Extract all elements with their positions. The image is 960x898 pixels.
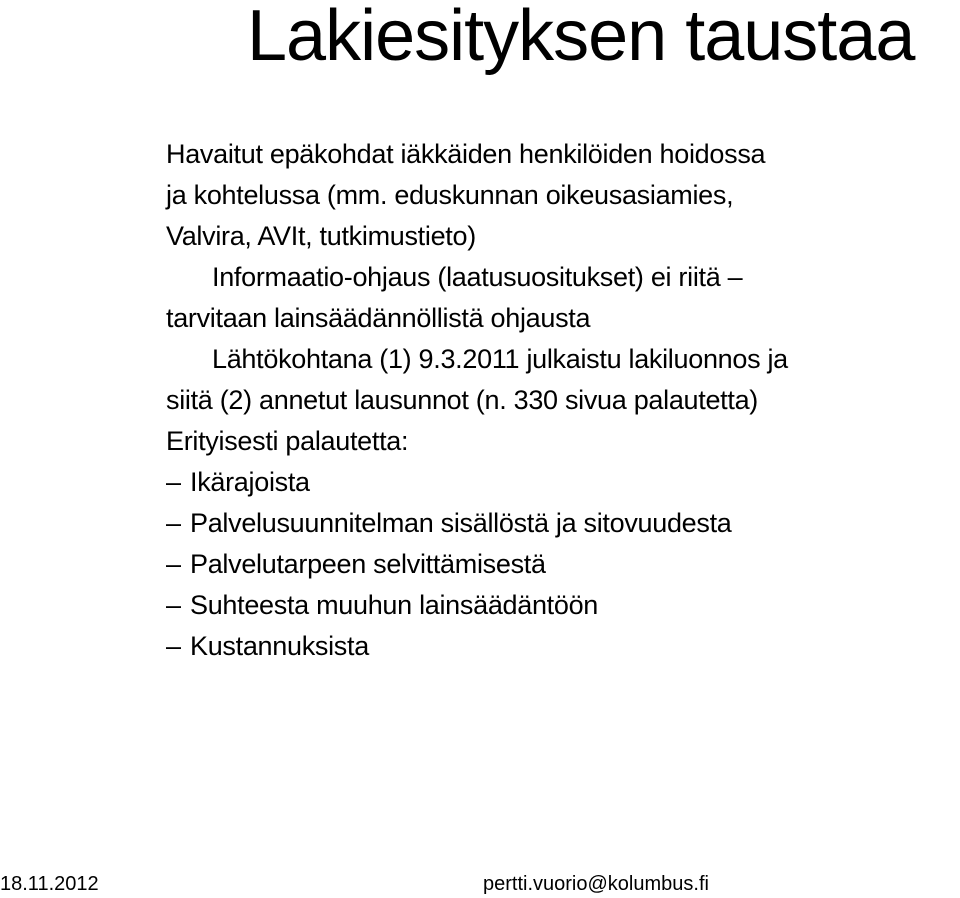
bullet-1-line-2: ja kohtelussa (mm. eduskunnan oikeusasiamies, — [166, 180, 734, 210]
bullet-2-line-1: Informaatio-ohjaus (laatusuositukset) ei riitä – — [212, 262, 743, 292]
subitem-label: Kustannuksista — [190, 631, 369, 661]
subitem-palvelutarve — [166, 544, 946, 585]
bullet-3-line-2: siitä (2) annetut lausunnot (n. 330 sivua palautetta) — [166, 385, 758, 415]
subitem-label: Ikärajoista — [190, 467, 310, 497]
footer-email: pertti.vuorio@kolumbus.fi — [483, 873, 709, 895]
dash-marker: – — [166, 590, 181, 620]
slide-content — [166, 134, 946, 667]
bullet-3-line-1: Lähtökohtana (1) 9.3.2011 julkaistu lakiluonnos ja — [212, 344, 788, 374]
bullet-4-line-1: Erityisesti palautetta: — [166, 426, 409, 456]
subitem-ikarajoista — [166, 462, 946, 503]
subitem-label: Palvelusuunnitelman sisällöstä ja sitovuudesta — [190, 508, 732, 538]
dash-marker: – — [166, 508, 181, 538]
subitem-lainsaadanto — [166, 585, 946, 626]
bullet-2-line-2: tarvitaan lainsäädännöllistä ohjausta — [166, 303, 591, 333]
footer-date: 18.11.2012 — [0, 873, 99, 895]
bullet-1-line-3: Valvira, AVIt, tutkimustieto) — [166, 221, 476, 251]
bullet-1-line-1: Havaitut epäkohdat iäkkäiden henkilöiden hoidossa — [166, 139, 766, 169]
subitem-label: Suhteesta muuhun lainsäädäntöön — [190, 590, 599, 620]
dash-marker: – — [166, 549, 181, 579]
dash-marker: – — [166, 631, 181, 661]
subitem-label: Palvelutarpeen selvittämisestä — [190, 549, 546, 579]
dash-marker: – — [166, 467, 181, 497]
subitem-kustannukset — [166, 626, 946, 667]
slide-title: Lakiesityksen taustaa — [247, 0, 915, 76]
subitem-palvelusuunnitelma — [166, 503, 946, 544]
